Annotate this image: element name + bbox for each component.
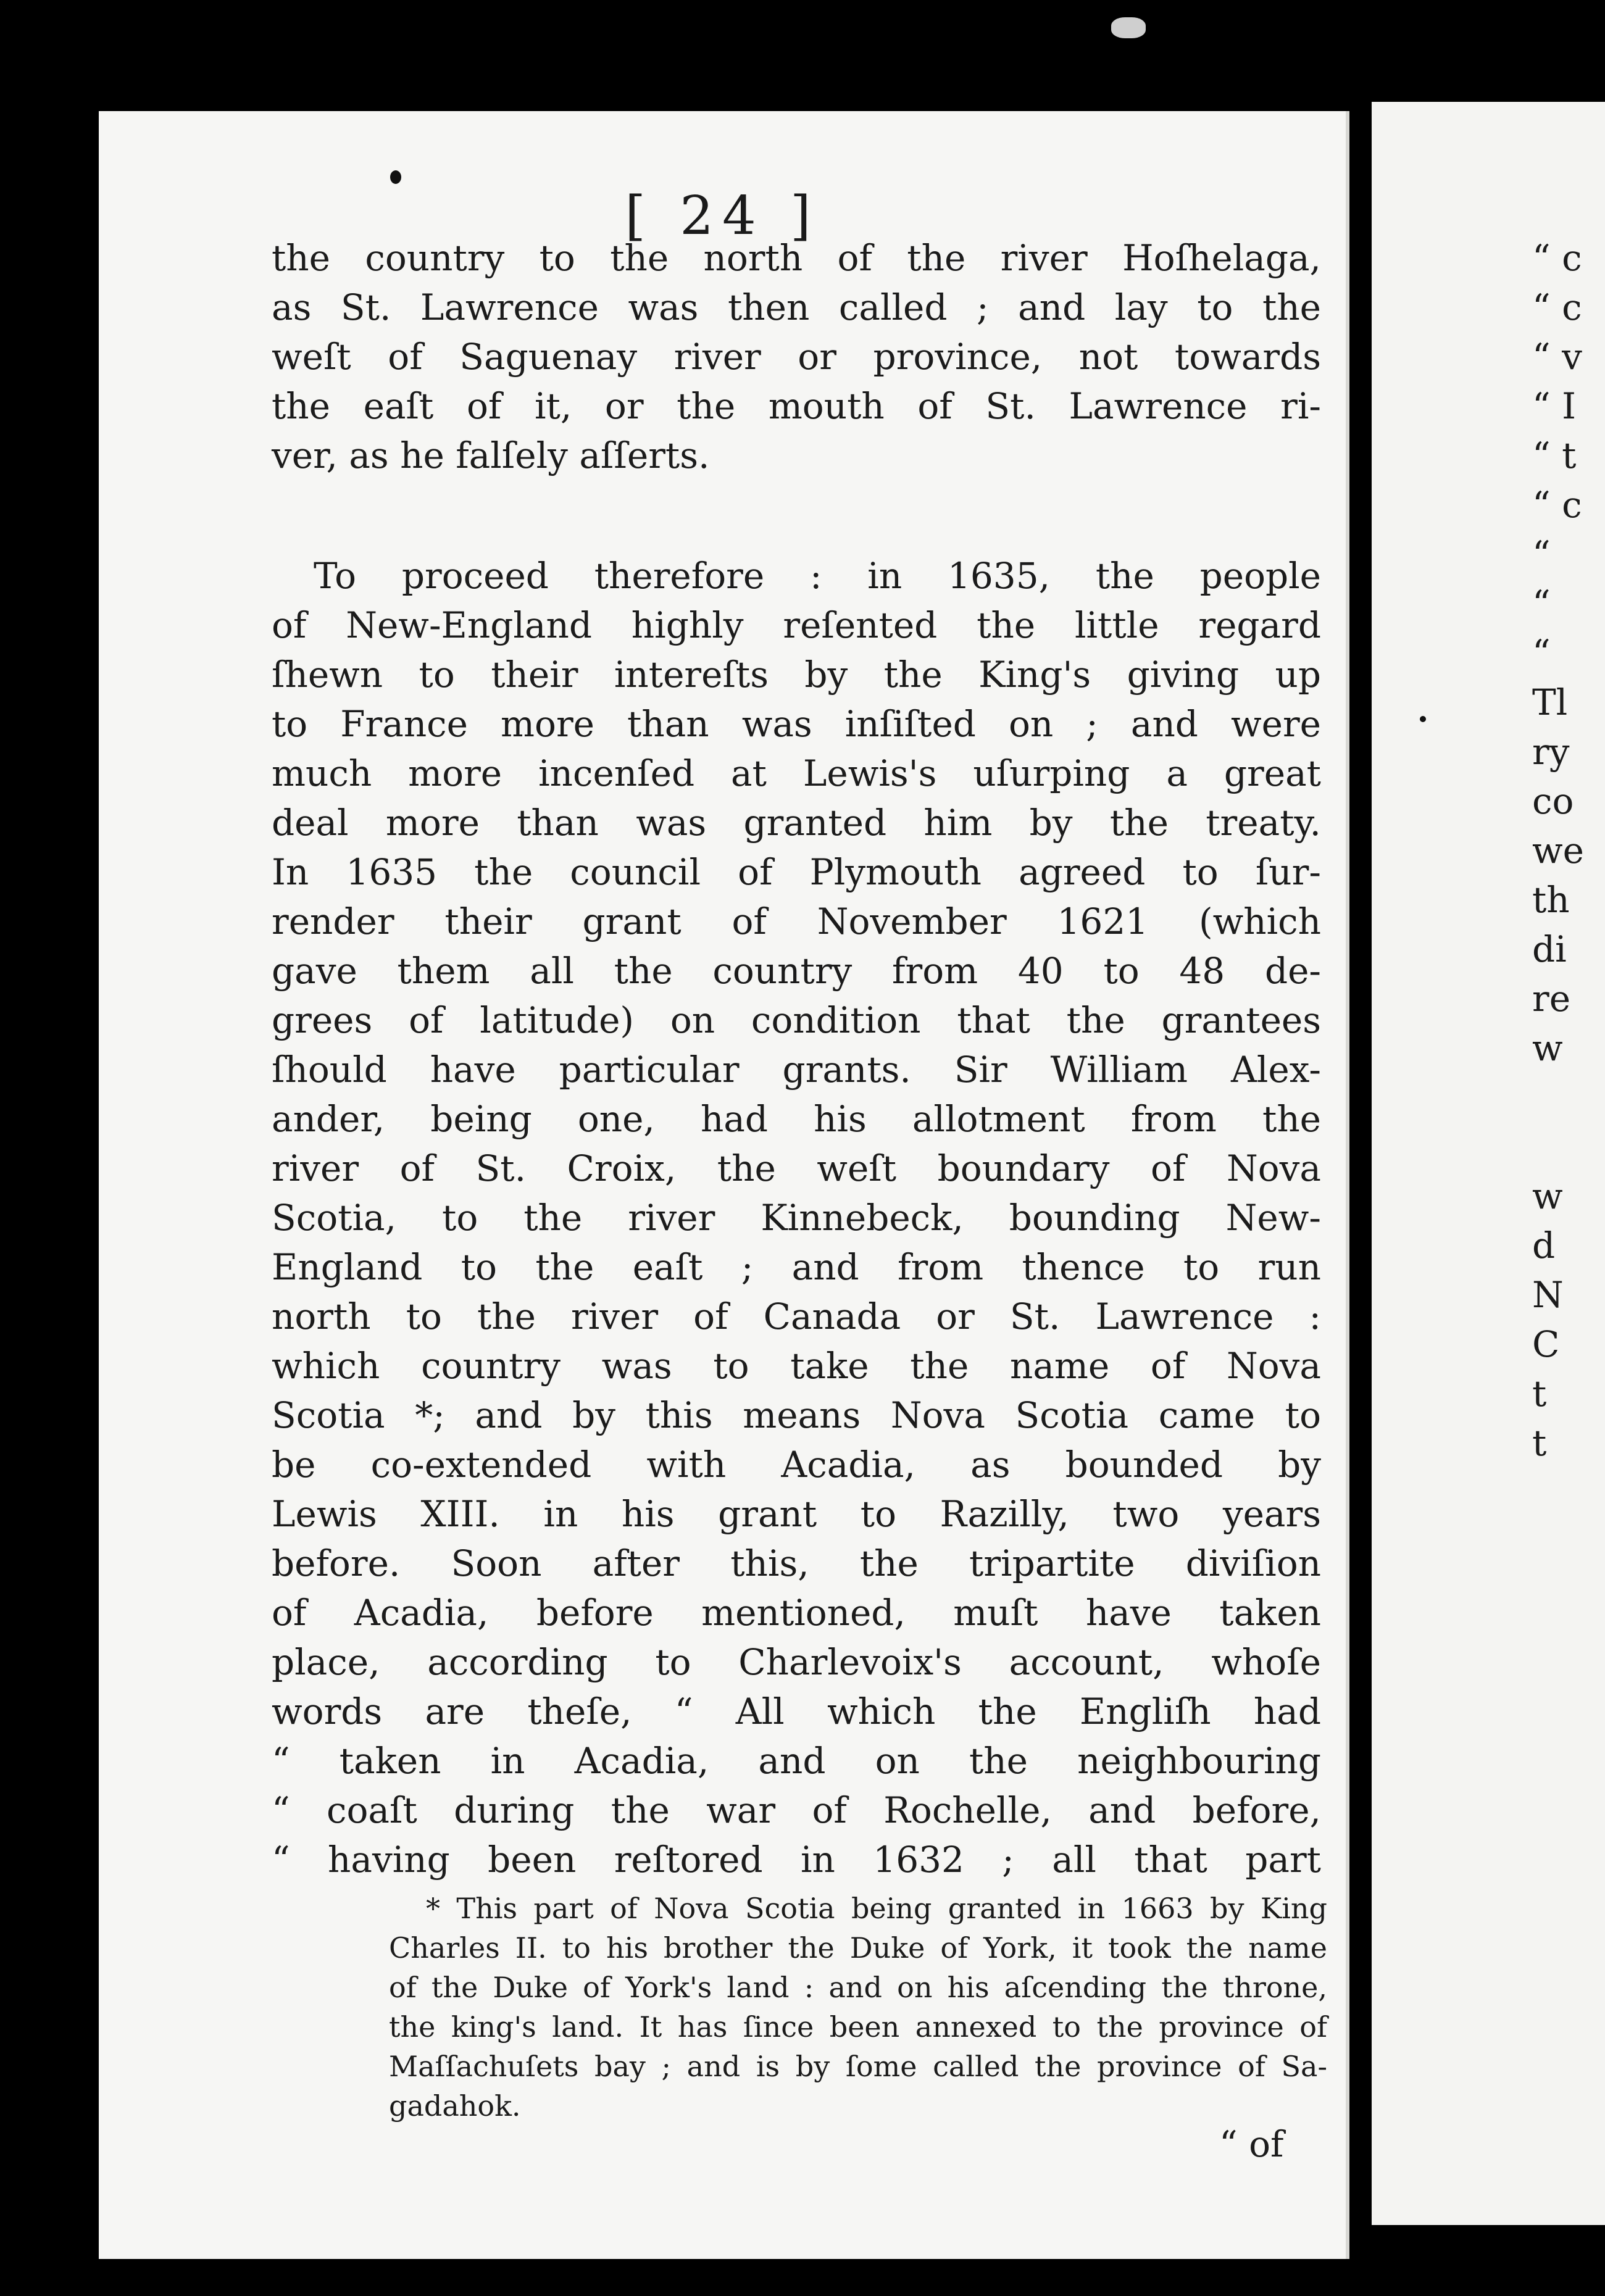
text-line: place, according to Charlevoix's account, whoſe — [272, 1641, 1321, 1683]
fragment-line: w — [1532, 1027, 1563, 1069]
text-line: To proceed therefore : in 1635, the people — [314, 555, 1321, 597]
text-line: be co-extended with Acadia, as bounded by — [272, 1444, 1321, 1486]
text-line: much more incenſed at Lewis's uſurping a great — [272, 752, 1321, 794]
fragment-line: t — [1532, 1373, 1547, 1415]
fragment-line: co — [1532, 780, 1574, 822]
footnote-line: of the Duke of York's land : and on his aſcending the throne, — [389, 1971, 1327, 2004]
text-line: before. Soon after this, the tripartite diviſion — [272, 1542, 1321, 1584]
text-line: the country to the north of the river Hoſhelaga, — [272, 237, 1321, 279]
text-line: In 1635 the council of Plymouth agreed to ſur- — [272, 851, 1321, 893]
fragment-line: “ t — [1532, 435, 1577, 476]
text-line: weſt of Saguenay river or province, not towards — [272, 336, 1321, 378]
fragment-line: “ — [1532, 583, 1551, 625]
fragment-line: ry — [1532, 731, 1570, 773]
text-line: Scotia *; and by this means Nova Scotia came to — [272, 1394, 1321, 1436]
text-line: grees of latitude) on condition that the grantees — [272, 999, 1321, 1041]
fragment-line: N — [1532, 1274, 1564, 1316]
text-line: which country was to take the name of Nova — [272, 1345, 1321, 1387]
fragment-line: t — [1532, 1422, 1547, 1464]
footnote-line: Charles II. to his brother the Duke of York, it took the name — [389, 1931, 1327, 1965]
ink-speck — [1420, 716, 1426, 722]
page-number: [ 24 ] — [625, 185, 820, 247]
text-line: Lewis XIII. in his grant to Razilly, two years — [272, 1493, 1321, 1535]
footnote-line: the king's land. It has ſince been annexed to the province of — [389, 2010, 1327, 2044]
body-text — [272, 233, 1321, 1881]
footnote-line: Maſſachuſets bay ; and is by ſome called the province of Sa- — [389, 2050, 1327, 2083]
footnote-line: gadahok. — [389, 2089, 521, 2123]
fragment-line: “ c — [1532, 237, 1582, 279]
fragment-line: we — [1532, 830, 1584, 871]
fragment-line: Tl — [1532, 681, 1568, 723]
text-line: “ coaſt during the war of Rochelle, and before, — [272, 1789, 1321, 1831]
catchword: “ of — [1219, 2123, 1284, 2165]
fragment-line: “ c — [1532, 484, 1582, 526]
fragment-line: w — [1532, 1175, 1563, 1217]
fragment-line: re — [1532, 978, 1571, 1020]
text-line: gave them all the country from 40 to 48 de- — [272, 950, 1321, 992]
text-line: England to the eaſt ; and from thence to run — [272, 1246, 1321, 1288]
fragment-line: “ — [1532, 632, 1551, 674]
fragment-line: “ v — [1532, 336, 1582, 378]
text-line: deal more than was granted him by the treaty. — [272, 802, 1321, 844]
text-line: river of St. Croix, the weſt boundary of Nova — [272, 1147, 1321, 1189]
text-line: the eaſt of it, or the mouth of St. Lawrence ri- — [272, 385, 1321, 427]
text-line: north to the river of Canada or St. Lawrence : — [272, 1296, 1321, 1337]
fragment-line: th — [1532, 879, 1570, 921]
fragment-line: “ c — [1532, 286, 1582, 328]
fragment-line: d — [1532, 1225, 1556, 1267]
ink-speck — [390, 170, 401, 184]
fragment-line: di — [1532, 928, 1567, 970]
text-line: ander, being one, had his allotment from the — [272, 1098, 1321, 1140]
text-line: as St. Lawrence was then called ; and lay to the — [272, 286, 1321, 328]
text-line: ſhould have particular grants. Sir William Alex- — [272, 1049, 1321, 1091]
scan-speck — [1111, 17, 1146, 38]
fragment-line: “ — [1532, 533, 1551, 575]
fragment-line: C — [1532, 1323, 1560, 1365]
text-line: render their grant of November 1621 (which — [272, 901, 1321, 942]
text-line: words are theſe, “ All which the Engliſh had — [272, 1691, 1321, 1732]
text-line: ver, as he falſely aſſerts. — [272, 435, 710, 476]
text-line: of New-England highly reſented the little regard — [272, 604, 1321, 646]
text-line: “ taken in Acadia, and on the neighbouring — [272, 1740, 1321, 1782]
text-line: Scotia, to the river Kinnebeck, bounding New- — [272, 1197, 1321, 1239]
text-line: of Acadia, before mentioned, muſt have taken — [272, 1592, 1321, 1634]
text-line: “ having been reſtored in 1632 ; all that part — [272, 1839, 1321, 1881]
footnote — [389, 1889, 1327, 2129]
text-line: to France more than was inſiſted on ; and were — [272, 703, 1321, 745]
text-line: ſhewn to their intereſts by the King's giving up — [272, 654, 1321, 696]
fragment-line: “ I — [1532, 385, 1576, 427]
footnote-line: * This part of Nova Scotia being granted in 1663 by King — [426, 1892, 1327, 1925]
